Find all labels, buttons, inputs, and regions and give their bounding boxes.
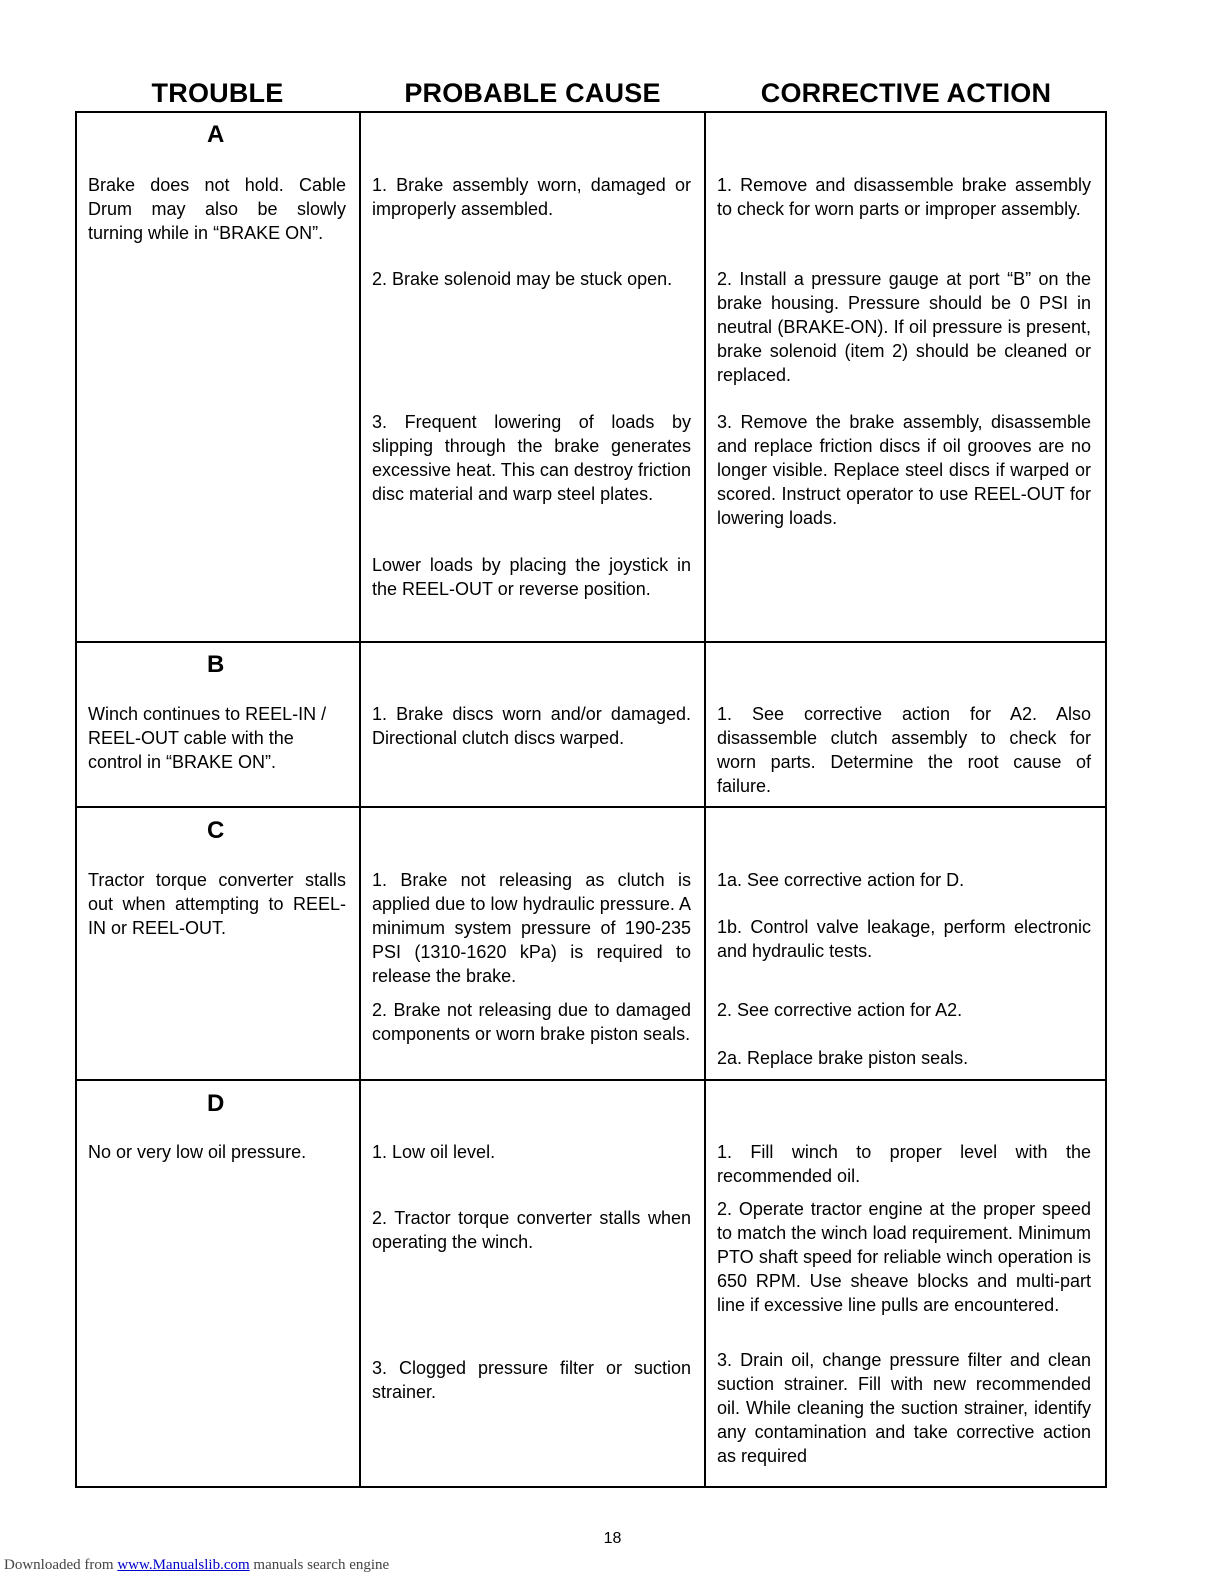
table-bottom-border <box>75 1486 1107 1488</box>
manualslib-link[interactable]: www.Manualslib.com <box>117 1557 250 1573</box>
cause-c-1: 1. Brake not releasing as clutch is applied due to low hydraulic pressure. A minimum system pressure of 190-235 PSI (1310-1620 kPa) is required to release the brake. <box>372 870 691 986</box>
page-number: 18 <box>603 1530 622 1547</box>
table-top-border <box>75 111 1107 113</box>
header-probable-cause: PROBABLE CAUSE <box>404 78 661 108</box>
column-divider-2 <box>704 111 706 1488</box>
action-d-1: 1. Fill winch to proper level with the recommended oil. <box>717 1142 1091 1186</box>
cause-d-3: 3. Clogged pressure filter or suction strainer. <box>372 1358 691 1402</box>
action-b-1: 1. See corrective action for A2. Also disassemble clutch assembly to check for worn parts. Determine the root cause of failure. <box>717 704 1091 796</box>
footer-suffix: manuals search engine <box>253 1557 390 1573</box>
cause-a-3: 3. Frequent lowering of loads by slipping through the brake generates excessive heat. This can destroy friction disc material and warp steel plates. <box>372 412 691 504</box>
row-divider-ab <box>75 641 1107 643</box>
action-c-1a: 1a. See corrective action for D. <box>717 870 965 890</box>
cause-c-2: 2. Brake not releasing due to damaged components or worn brake piston seals. <box>372 1000 691 1044</box>
trouble-d: No or very low oil pressure. <box>88 1142 307 1162</box>
action-a-1: 1. Remove and disassemble brake assembly to check for worn parts or improper assembly. <box>717 175 1091 219</box>
trouble-c: Tractor torque converter stalls out when attempting to REEL-IN or REEL-OUT. <box>88 870 346 938</box>
cause-b-1: 1. Brake discs worn and/or damaged. Directional clutch discs warped. <box>372 704 691 748</box>
action-c-2a: 2a. Replace brake piston seals. <box>717 1048 969 1068</box>
action-d-2: 2. Operate tractor engine at the proper speed to match the winch load requirement. Minimum PTO shaft speed for reliable winch operation is 650 RPM. Use sheave blocks and multi-part line if excessive line pulls are encountered. <box>717 1199 1091 1315</box>
table-right-border <box>1105 111 1107 1488</box>
cause-d-2: 2. Tractor torque converter stalls when operating the winch. <box>372 1208 691 1252</box>
row-divider-bc <box>75 806 1107 808</box>
download-footer <box>4 1557 389 1574</box>
cause-a-1: 1. Brake assembly worn, damaged or improperly assembled. <box>372 175 691 219</box>
section-letter-a: A <box>207 121 225 148</box>
cause-a-note: Lower loads by placing the joystick in the REEL-OUT or reverse position. <box>372 555 691 599</box>
action-c-1b: 1b. Control valve leakage, perform electronic and hydraulic tests. <box>717 917 1091 961</box>
column-divider-1 <box>359 111 361 1488</box>
action-d-3: 3. Drain oil, change pressure filter and clean suction strainer. Fill with new recommended oil. While cleaning the suction strainer, identify any contamination and take corrective action as required <box>717 1350 1091 1466</box>
header-trouble: TROUBLE <box>151 78 284 108</box>
row-divider-cd <box>75 1079 1107 1081</box>
action-c-2: 2. See corrective action for A2. <box>717 1000 963 1020</box>
trouble-b: Winch continues to REEL-IN / REEL-OUT cable with the control in “BRAKE ON”. <box>88 704 327 772</box>
action-a-2: 2. Install a pressure gauge at port “B” on the brake housing. Pressure should be 0 PSI in neutral (BRAKE-ON). If oil pressure is present, brake solenoid (item 2) should be cleaned or replaced. <box>717 269 1091 385</box>
cause-d-1: 1. Low oil level. <box>372 1142 496 1162</box>
trouble-a: Brake does not hold. Cable Drum may also be slowly turning while in “BRAKE ON”. <box>88 175 346 243</box>
section-letter-d: D <box>207 1090 225 1117</box>
table-left-border <box>75 111 77 1488</box>
action-a-3: 3. Remove the brake assembly, disassemble and replace friction discs if oil grooves are no longer visible. Replace steel discs if warped or scored. Instruct operator to use REEL-OUT for lowering loads. <box>717 412 1091 528</box>
section-letter-b: B <box>207 651 225 678</box>
section-letter-c: C <box>207 817 225 844</box>
footer-prefix: Downloaded from <box>4 1557 114 1573</box>
cause-a-2: 2. Brake solenoid may be stuck open. <box>372 269 673 289</box>
header-corrective-action: CORRECTIVE ACTION <box>760 78 1052 108</box>
